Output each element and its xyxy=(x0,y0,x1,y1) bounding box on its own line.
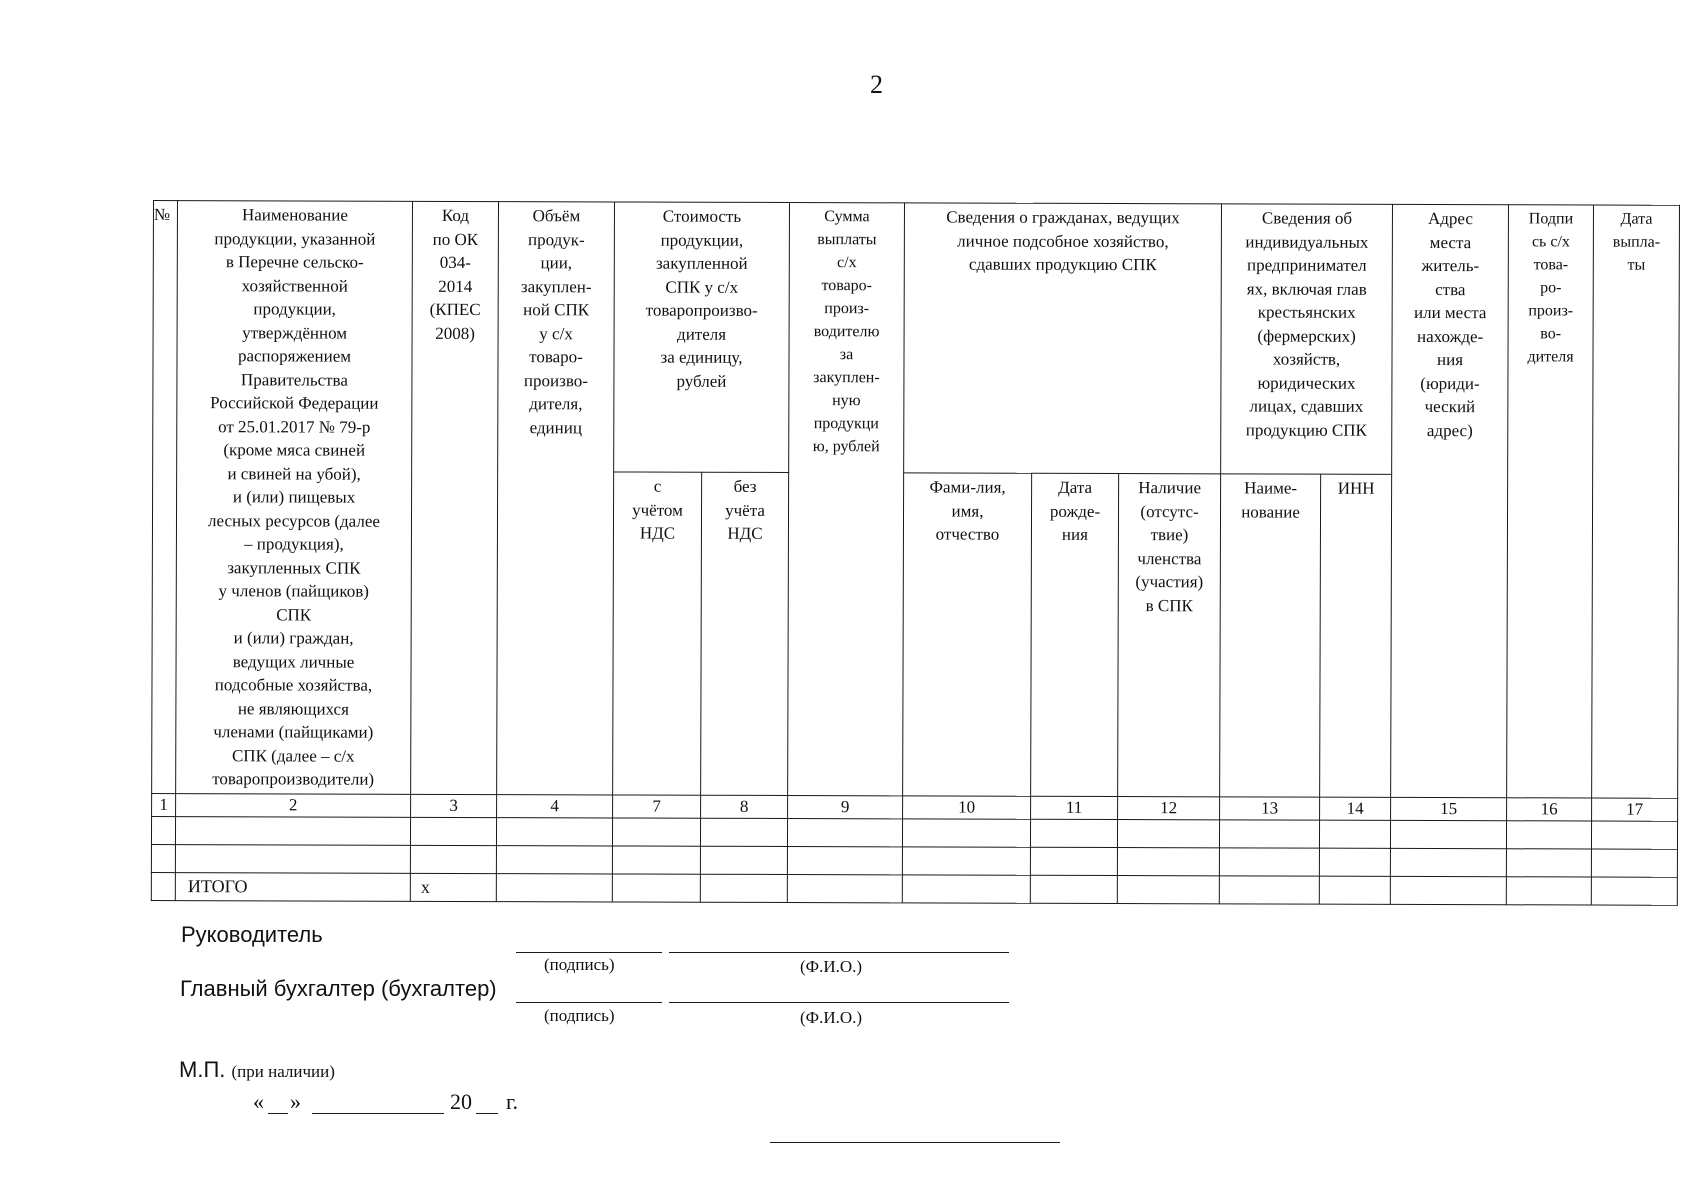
column-number: 17 xyxy=(1592,798,1678,821)
table-cell[interactable] xyxy=(151,816,175,844)
date-month-line[interactable] xyxy=(312,1113,444,1114)
table-cell[interactable] xyxy=(1219,847,1319,875)
table-cell[interactable] xyxy=(1390,848,1506,876)
column-number: 16 xyxy=(1507,797,1592,820)
date-quote-open: « xyxy=(253,1089,264,1114)
header-product-name: Наименование продукции, указанной в Перечне сельско- хозяйственной продукции, утверждённом распоряжением Правительства Российской Федерации от 25.01.2017 № 79-р (кроме мяса свиней и свиней на убой), и (или) пищевых лесных ресурсов (далее – продукция), закупленных СПК у членов (пайщиков) СПК и (или) граждан, ведущих личные подсобные хозяйства, не являющихся членами (пайщиками) СПК (далее – с/х товаропроизводители) xyxy=(176,201,413,794)
table-cell[interactable] xyxy=(1117,875,1219,903)
column-number: 15 xyxy=(1391,797,1507,820)
date-day-line[interactable] xyxy=(268,1113,288,1114)
table-cell[interactable] xyxy=(902,874,1030,902)
column-number: 9 xyxy=(788,795,903,818)
header-volume: Объём продук- ции, закуплен- ной СПК у с/х товаро- произво- дителя, единиц xyxy=(497,202,615,795)
header-citizen-membership: Наличие (отсутс- твие) членства (участия) в СПК xyxy=(1118,474,1221,796)
stamp-note: (при наличии) xyxy=(231,1062,335,1081)
column-number: 14 xyxy=(1320,797,1391,820)
header-cost-with-vat: с учётом НДС xyxy=(613,472,702,794)
table-cell[interactable] xyxy=(496,845,612,873)
accountant-label: Главный бухгалтер (бухгалтер) xyxy=(180,976,497,1001)
header-row-1 xyxy=(153,201,1680,476)
table-cell[interactable] xyxy=(1320,820,1391,848)
page-number: 2 xyxy=(870,70,883,99)
table-cell[interactable] xyxy=(700,874,787,902)
table-cell[interactable] xyxy=(1592,821,1678,849)
table-cell[interactable] xyxy=(1591,877,1677,905)
table-cell[interactable] xyxy=(1591,849,1677,877)
table-cell[interactable] xyxy=(175,816,410,845)
head-fio-line[interactable] xyxy=(669,952,1009,953)
table-cell[interactable] xyxy=(700,846,787,874)
table-cell[interactable] xyxy=(496,873,612,901)
total-code: х xyxy=(410,873,496,901)
table-cell[interactable] xyxy=(1117,819,1219,847)
column-number: 8 xyxy=(701,795,788,818)
table-cell[interactable] xyxy=(1506,848,1591,876)
column-number: 7 xyxy=(613,794,701,817)
accountant-signature-line[interactable] xyxy=(516,1002,662,1003)
header-cost: Стоимость продукции, закупленной СПК у с/х товаропроизво- дителя за единицу, рублей xyxy=(614,202,790,473)
table-cell[interactable] xyxy=(700,818,787,846)
table-cell[interactable] xyxy=(1030,847,1117,875)
total-row xyxy=(151,872,1677,905)
table-cell[interactable] xyxy=(151,844,175,872)
header-code: Код по ОК 034- 2014 (КПЕС 2008) xyxy=(411,201,499,794)
table-cell[interactable] xyxy=(1319,848,1390,876)
column-number: 10 xyxy=(903,795,1031,818)
table-cell[interactable] xyxy=(612,873,700,901)
table-cell[interactable] xyxy=(1391,820,1507,848)
table-cell[interactable] xyxy=(1030,819,1117,847)
header-entrepreneur-name: Наиме- нование xyxy=(1220,474,1321,796)
table-cell[interactable] xyxy=(1319,876,1390,904)
table-cell[interactable] xyxy=(787,874,902,902)
table-cell[interactable] xyxy=(1506,876,1591,904)
accountant-signature-caption: (подпись) xyxy=(544,1006,615,1025)
column-number: 2 xyxy=(176,793,411,817)
table-cell[interactable] xyxy=(787,818,902,846)
header-citizens: Сведения о гражданах, ведущих личное подсобное хозяйство, сдавших продукцию СПК xyxy=(904,203,1222,474)
table-cell[interactable] xyxy=(1219,875,1319,903)
table-cell[interactable] xyxy=(1390,876,1506,904)
table-cell[interactable] xyxy=(496,817,612,845)
stamp-label: М.П. xyxy=(179,1057,226,1082)
head-label: Руководитель xyxy=(181,922,323,947)
header-cost-without-vat: без учёта НДС xyxy=(701,473,789,795)
header-pay-date: Дата выпла- ты xyxy=(1592,205,1680,798)
header-citizen-birth: Дата рожде- ния xyxy=(1031,474,1119,796)
column-number: 1 xyxy=(152,793,176,816)
table-cell[interactable] xyxy=(1507,820,1592,848)
head-fio-caption: (Ф.И.О.) xyxy=(800,957,863,976)
header-entrepreneurs: Сведения об индивидуальных предпринимател ях, включая глав крестьянских (фермерских) хозяйств, юридических лицах, сдавших продукцию СПК xyxy=(1221,204,1393,475)
column-number: 11 xyxy=(1031,796,1118,819)
header-citizen-name: Фами-лия, имя, отчество xyxy=(903,473,1032,796)
table-cell[interactable] xyxy=(902,818,1030,846)
table-cell[interactable] xyxy=(612,817,700,845)
accountant-fio-line[interactable] xyxy=(669,1002,1009,1003)
date-year-prefix: 20 xyxy=(450,1089,472,1114)
table-cell[interactable] xyxy=(1220,819,1320,847)
date-quote-close: » xyxy=(290,1089,301,1114)
table-cell[interactable] xyxy=(902,846,1030,874)
table-cell[interactable] xyxy=(410,845,496,873)
table-cell[interactable] xyxy=(787,846,902,874)
column-number: 12 xyxy=(1118,796,1220,819)
table-cell[interactable] xyxy=(1117,847,1219,875)
column-number: 3 xyxy=(411,794,497,817)
header-address: Адрес места житель- ства или места нахожде- ния (юриди- ческий адрес) xyxy=(1391,204,1509,797)
date-year-suffix: г. xyxy=(506,1089,519,1114)
date-year-line[interactable] xyxy=(476,1113,498,1114)
header-signature: Подпи сь с/х това- ро- произ- во- дителя xyxy=(1507,205,1594,798)
header-entrepreneur-inn: ИНН xyxy=(1320,475,1392,797)
table-cell[interactable] xyxy=(175,844,410,873)
table-cell[interactable] xyxy=(1030,875,1117,903)
table-cell xyxy=(151,872,175,900)
head-signature-caption: (подпись) xyxy=(544,955,615,974)
head-signature-line[interactable] xyxy=(516,952,662,953)
table-cell[interactable] xyxy=(410,817,496,845)
column-number: 4 xyxy=(497,794,613,817)
report-table xyxy=(151,200,1680,905)
header-payment: Сумма выплаты с/х товаро- произ- водителю за закуплен- ную продукци ю, рублей xyxy=(788,202,905,795)
bottom-line xyxy=(770,1142,1060,1143)
table-cell[interactable] xyxy=(612,845,700,873)
header-num: № xyxy=(152,201,178,794)
stamp-block xyxy=(179,1057,335,1083)
column-number: 13 xyxy=(1220,796,1320,819)
accountant-fio-caption: (Ф.И.О.) xyxy=(800,1008,863,1027)
total-label: ИТОГО xyxy=(175,872,410,901)
